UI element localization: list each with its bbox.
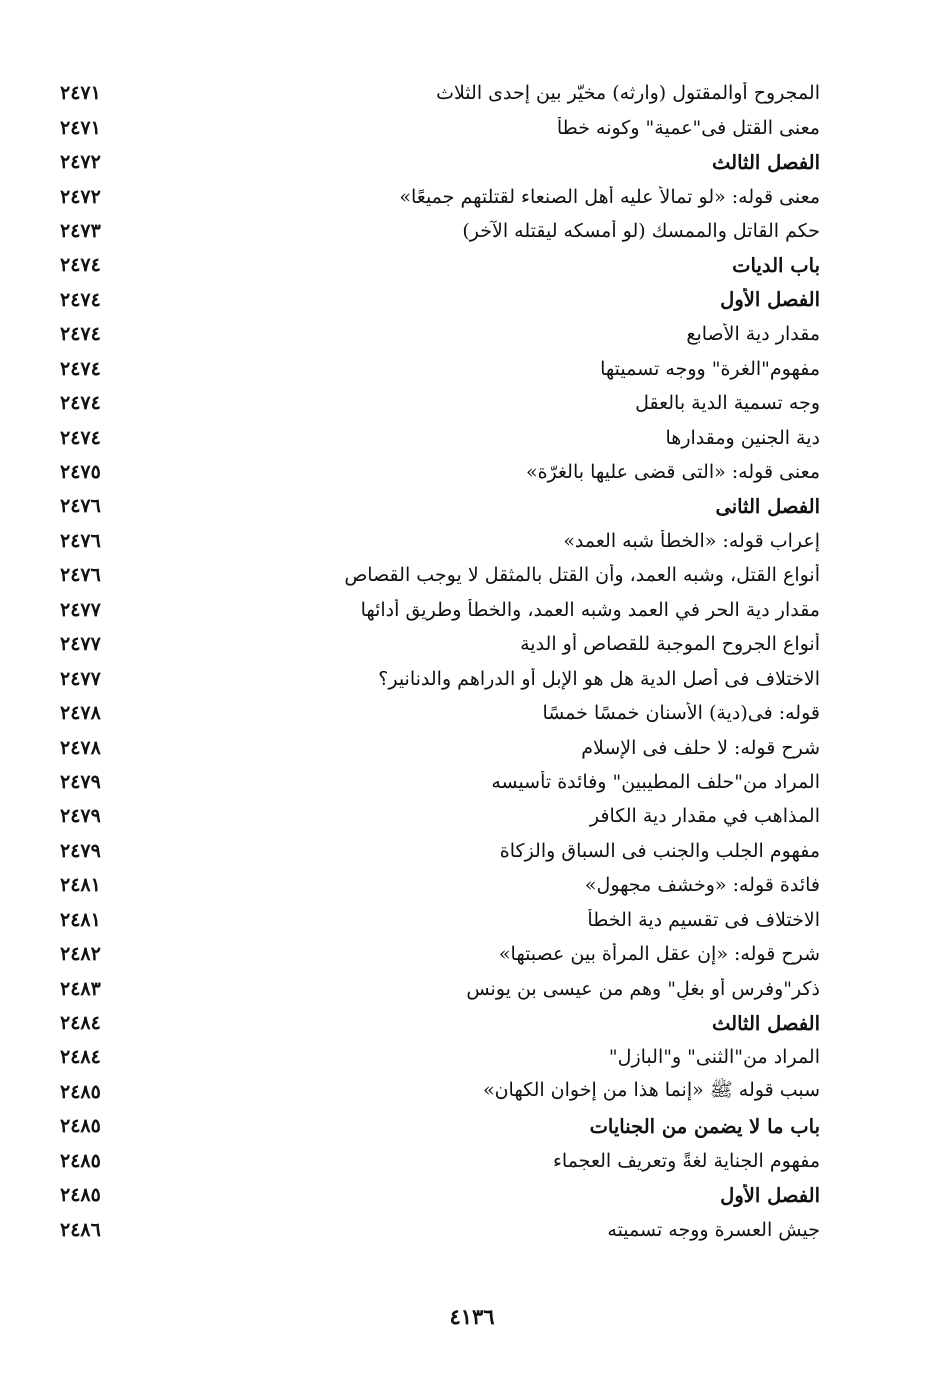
toc-entry-page-number: ٢٤٧٤ <box>60 426 101 449</box>
toc-entry-page-number: ٢٤٧٤ <box>60 288 101 311</box>
toc-entry <box>60 834 820 868</box>
toc-entry <box>60 214 820 248</box>
toc-entry-title: شرح قوله: لا حلف فى الإسلام <box>581 736 820 759</box>
toc-entry-page-number: ٢٤٧٢ <box>60 185 101 208</box>
toc-entry-title: قوله: فى(دية) الأسنان خمسًا خمسًا <box>542 702 820 725</box>
toc-entry-page-number: ٢٤٨٤ <box>60 1012 101 1035</box>
toc-entry-page-number: ٢٤٧٧ <box>60 598 101 621</box>
table-of-contents <box>60 76 820 1247</box>
toc-entry-page-number: ٢٤٧١ <box>60 82 101 105</box>
toc-entry <box>60 420 820 454</box>
toc-entry-title: أنواع القتل، وشبه العمد، وأن القتل بالمثقل لا يوجب القصاص <box>344 564 820 587</box>
toc-entry <box>60 524 820 558</box>
page-number: ٤١٣٦ <box>449 1304 495 1329</box>
toc-entry-page-number: ٢٤٧١ <box>60 116 101 139</box>
toc-entry-title: معنى قوله: «التى قضى عليها بالغرّة» <box>525 461 820 484</box>
toc-entry <box>60 696 820 730</box>
toc-entry-page-number: ٢٤٨١ <box>60 874 101 897</box>
toc-entry-title: مفهوم الجناية لغةً وتعريف العجماء <box>552 1149 820 1172</box>
toc-entry-title: باب ما لا يضمن من الجنايات <box>589 1114 820 1138</box>
toc-entry <box>60 1075 820 1109</box>
toc-entry <box>60 110 820 144</box>
toc-entry-page-number: ٢٤٨٥ <box>60 1184 101 1207</box>
toc-entry-page-number: ٢٤٨٥ <box>60 1080 101 1103</box>
toc-entry-title: مفهوم الجلب والجنب فى السباق والزكاة <box>499 839 820 862</box>
toc-entry <box>60 593 820 627</box>
toc-entry-page-number: ٢٤٧٦ <box>60 529 101 552</box>
toc-entry <box>60 765 820 799</box>
toc-entry-page-number: ٢٤٧٢ <box>60 151 101 174</box>
toc-entry-page-number: ٢٤٧٨ <box>60 736 101 759</box>
toc-entry <box>60 1212 820 1246</box>
toc-section-heading <box>60 489 820 523</box>
toc-entry-page-number: ٢٤٨٣ <box>60 977 101 1000</box>
toc-entry <box>60 903 820 937</box>
toc-entry-title: مقدار دية الحر في العمد وشبه العمد، والخطأ وطريق أدائها <box>360 598 820 621</box>
toc-section-heading <box>60 1178 820 1212</box>
toc-entry-title: مفهوم"الغرة" ووجه تسميتها <box>600 357 820 380</box>
toc-entry <box>60 386 820 420</box>
toc-entry-title: المراد من"الثنى" و"البازل" <box>608 1046 820 1069</box>
toc-entry-title: الفصل الثالث <box>712 1011 820 1035</box>
toc-entry <box>60 76 820 110</box>
toc-entry-title: مقدار دية الأصابع <box>686 323 820 346</box>
toc-entry-page-number: ٢٤٧٦ <box>60 495 101 518</box>
toc-entry-page-number: ٢٤٧٩ <box>60 770 101 793</box>
toc-entry <box>60 730 820 764</box>
toc-entry <box>60 799 820 833</box>
toc-entry-title: الاختلاف فى تقسيم دية الخطأ <box>587 908 820 931</box>
toc-entry-page-number: ٢٤٧٧ <box>60 633 101 656</box>
toc-entry-page-number: ٢٤٧٤ <box>60 254 101 277</box>
toc-entry-title: جيش العسرة ووجه تسميته <box>607 1218 820 1241</box>
toc-section-heading <box>60 1006 820 1040</box>
toc-entry-title: دية الجنين ومقدارها <box>665 426 820 449</box>
toc-entry-title: الفصل الثانى <box>715 494 820 518</box>
toc-entry <box>60 937 820 971</box>
toc-entry-title: المذاهب في مقدار دية الكافر <box>589 805 820 828</box>
toc-entry-title: إعراب قوله: «الخطأ شبه العمد» <box>563 529 820 552</box>
toc-entry-title: المراد من"حلف المطيبين" وفائدة تأسيسه <box>491 770 820 793</box>
toc-entry-title: الفصل الأول <box>720 288 820 312</box>
toc-entry-title: شرح قوله: «إن عقل المرأة بين عصبتها» <box>498 943 820 966</box>
toc-entry-page-number: ٢٤٨٤ <box>60 1046 101 1069</box>
toc-entry <box>60 868 820 902</box>
toc-entry-page-number: ٢٤٨١ <box>60 908 101 931</box>
toc-entry <box>60 352 820 386</box>
toc-entry <box>60 1040 820 1074</box>
toc-entry-page-number: ٢٤٨٦ <box>60 1218 101 1241</box>
toc-entry <box>60 455 820 489</box>
toc-entry-title: الفصل الأول <box>720 1183 820 1207</box>
toc-entry-page-number: ٢٤٧٣ <box>60 219 101 242</box>
toc-entry-title: الفصل الثالث <box>712 150 820 174</box>
toc-entry-page-number: ٢٤٧٨ <box>60 702 101 725</box>
toc-entry-title: الاختلاف فى أصل الدية هل هو الإبل أو الدراهم والدنانير؟ <box>378 667 820 690</box>
toc-section-heading <box>60 248 820 282</box>
toc-entry-page-number: ٢٤٧٥ <box>60 461 101 484</box>
toc-entry <box>60 317 820 351</box>
toc-entry-page-number: ٢٤٧٦ <box>60 564 101 587</box>
toc-entry-title: وجه تسمية الدية بالعقل <box>635 392 820 415</box>
toc-entry <box>60 1144 820 1178</box>
toc-entry-title: فائدة قوله: «وخشف مجهول» <box>584 874 820 897</box>
toc-entry-page-number: ٢٤٨٥ <box>60 1115 101 1138</box>
toc-entry-title: معنى القتل فى"عمية" وكونه خطأ <box>556 116 820 139</box>
toc-section-heading <box>60 283 820 317</box>
toc-entry-page-number: ٢٤٧٩ <box>60 839 101 862</box>
toc-entry-title: المجروح أوالمقتول (وارثه) مخيّر بين إحدى الثلاث <box>436 82 820 105</box>
toc-entry-title: سبب قوله ﷺ «إنما هذا من إخوان الكهان» <box>482 1078 820 1101</box>
toc-entry <box>60 179 820 213</box>
toc-entry-title: معنى قوله: «لو تمالأ عليه أهل الصنعاء لقتلتهم جميعًا» <box>399 185 820 208</box>
toc-entry-page-number: ٢٤٧٤ <box>60 323 101 346</box>
toc-entry-page-number: ٢٤٧٧ <box>60 667 101 690</box>
toc-entry-title: حكم القاتل والممسك (لو أمسكه ليقتله الآخر) <box>462 219 820 242</box>
toc-entry-title: ذكر"وفرسٍ أو بغلٍ" وهم من عيسى بن يونس <box>466 977 820 1000</box>
toc-entry-page-number: ٢٤٨٢ <box>60 943 101 966</box>
toc-entry <box>60 661 820 695</box>
toc-entry <box>60 971 820 1005</box>
toc-entry-page-number: ٢٤٧٤ <box>60 357 101 380</box>
toc-entry <box>60 558 820 592</box>
toc-entry-page-number: ٢٤٧٩ <box>60 805 101 828</box>
toc-section-heading <box>60 1109 820 1143</box>
toc-entry-page-number: ٢٤٧٤ <box>60 392 101 415</box>
toc-entry-page-number: ٢٤٨٥ <box>60 1149 101 1172</box>
toc-entry <box>60 627 820 661</box>
toc-entry-title: أنواع الجروح الموجبة للقصاص أو الدية <box>520 633 820 656</box>
toc-section-heading <box>60 145 820 179</box>
toc-entry-title: باب الديات <box>732 253 820 277</box>
